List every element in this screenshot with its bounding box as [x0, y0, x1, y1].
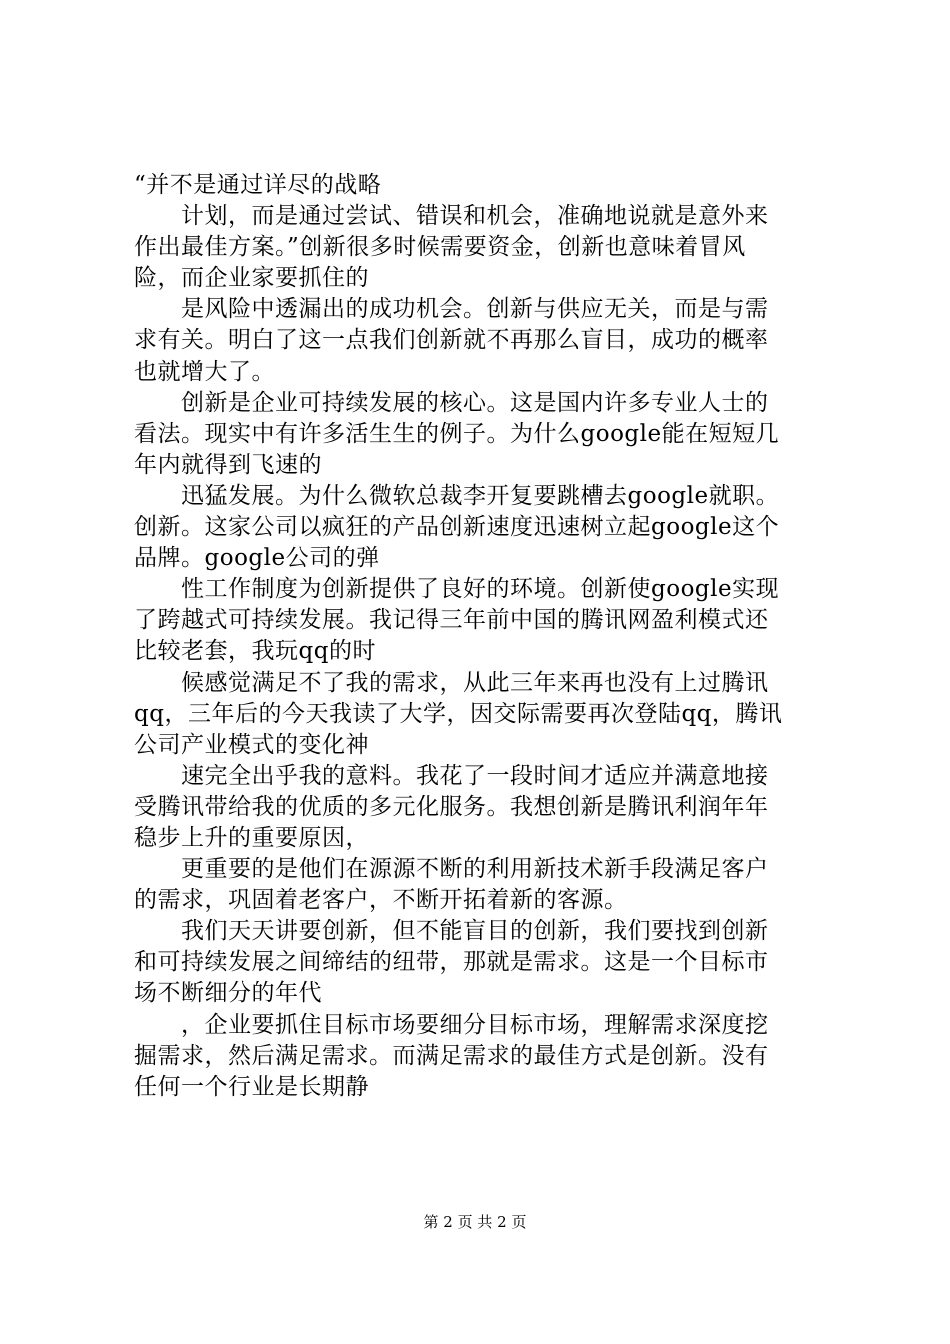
- text-line: 掘需求，然后满足需求。而满足需求的最佳方式是创新。没有: [134, 1042, 769, 1069]
- text-line: 性工作制度为创新提供了良好的环境。创新使google实现: [181, 576, 780, 603]
- text-line: 品牌。google公司的弹: [134, 545, 380, 572]
- text-line: 也就增大了。: [134, 358, 275, 385]
- text-line: 场不断细分的年代: [134, 980, 322, 1007]
- text-line: 和可持续发展之间缔结的纽带，那就是需求。这是一个目标市: [134, 949, 769, 976]
- text-line: qq，三年后的今天我读了大学，因交际需要再次登陆qq，腾讯: [134, 700, 783, 727]
- text-line: 比较老套，我玩qq的时: [134, 638, 376, 665]
- text-line: 计划，而是通过尝试、错误和机会，准确地说就是意外来: [181, 203, 769, 230]
- text-line: 创新是企业可持续发展的核心。这是国内许多专业人士的: [181, 389, 769, 416]
- text-line: 公司产业模式的变化神: [134, 731, 369, 758]
- text-line: 我们天天讲要创新，但不能盲目的创新，我们要找到创新: [181, 918, 769, 945]
- text-line: 年内就得到飞速的: [134, 451, 322, 478]
- document-body: [134, 170, 834, 1103]
- text-line: 速完全出乎我的意料。我花了一段时间才适应并满意地接: [181, 762, 769, 789]
- text-line: 候感觉满足不了我的需求，从此三年来再也没有上过腾讯: [181, 669, 769, 696]
- text-line: 险，而企业家要抓住的: [134, 265, 369, 292]
- text-line: 任何一个行业是长期静: [134, 1073, 369, 1100]
- text-line: 创新。这家公司以疯狂的产品创新速度迅速树立起google这个: [134, 514, 780, 541]
- text-line: ，企业要抓住目标市场要细分目标市场，理解需求深度挖: [181, 1011, 769, 1038]
- text-line: 了跨越式可持续发展。我记得三年前中国的腾讯网盈利模式还: [134, 607, 769, 634]
- text-line: 作出最佳方案。”创新很多时候需要资金，创新也意味着冒风: [134, 234, 746, 261]
- text-line: “并不是通过详尽的战略: [134, 172, 382, 198]
- text-line: 受腾讯带给我的优质的多元化服务。我想创新是腾讯利润年年: [134, 793, 769, 820]
- text-line: 看法。现实中有许多活生生的例子。为什么google能在短短几: [134, 420, 780, 447]
- text-line: 求有关。明白了这一点我们创新就不再那么盲目，成功的概率: [134, 327, 769, 354]
- text-line: 稳步上升的重要原因，: [134, 824, 369, 851]
- text-line: 更重要的是他们在源源不断的利用新技术新手段满足客户: [181, 856, 769, 883]
- text-line: 迅猛发展。为什么微软总裁李开复要跳槽去google就职。: [181, 482, 780, 509]
- text-line: 是风险中透漏出的成功机会。创新与供应无关，而是与需: [181, 296, 769, 323]
- text-line: 的需求，巩固着老客户，不断开拓着新的客源。: [134, 887, 628, 914]
- page-footer: [0, 1212, 950, 1232]
- page-number-label: 第 2 页 共 2 页: [423, 1213, 527, 1231]
